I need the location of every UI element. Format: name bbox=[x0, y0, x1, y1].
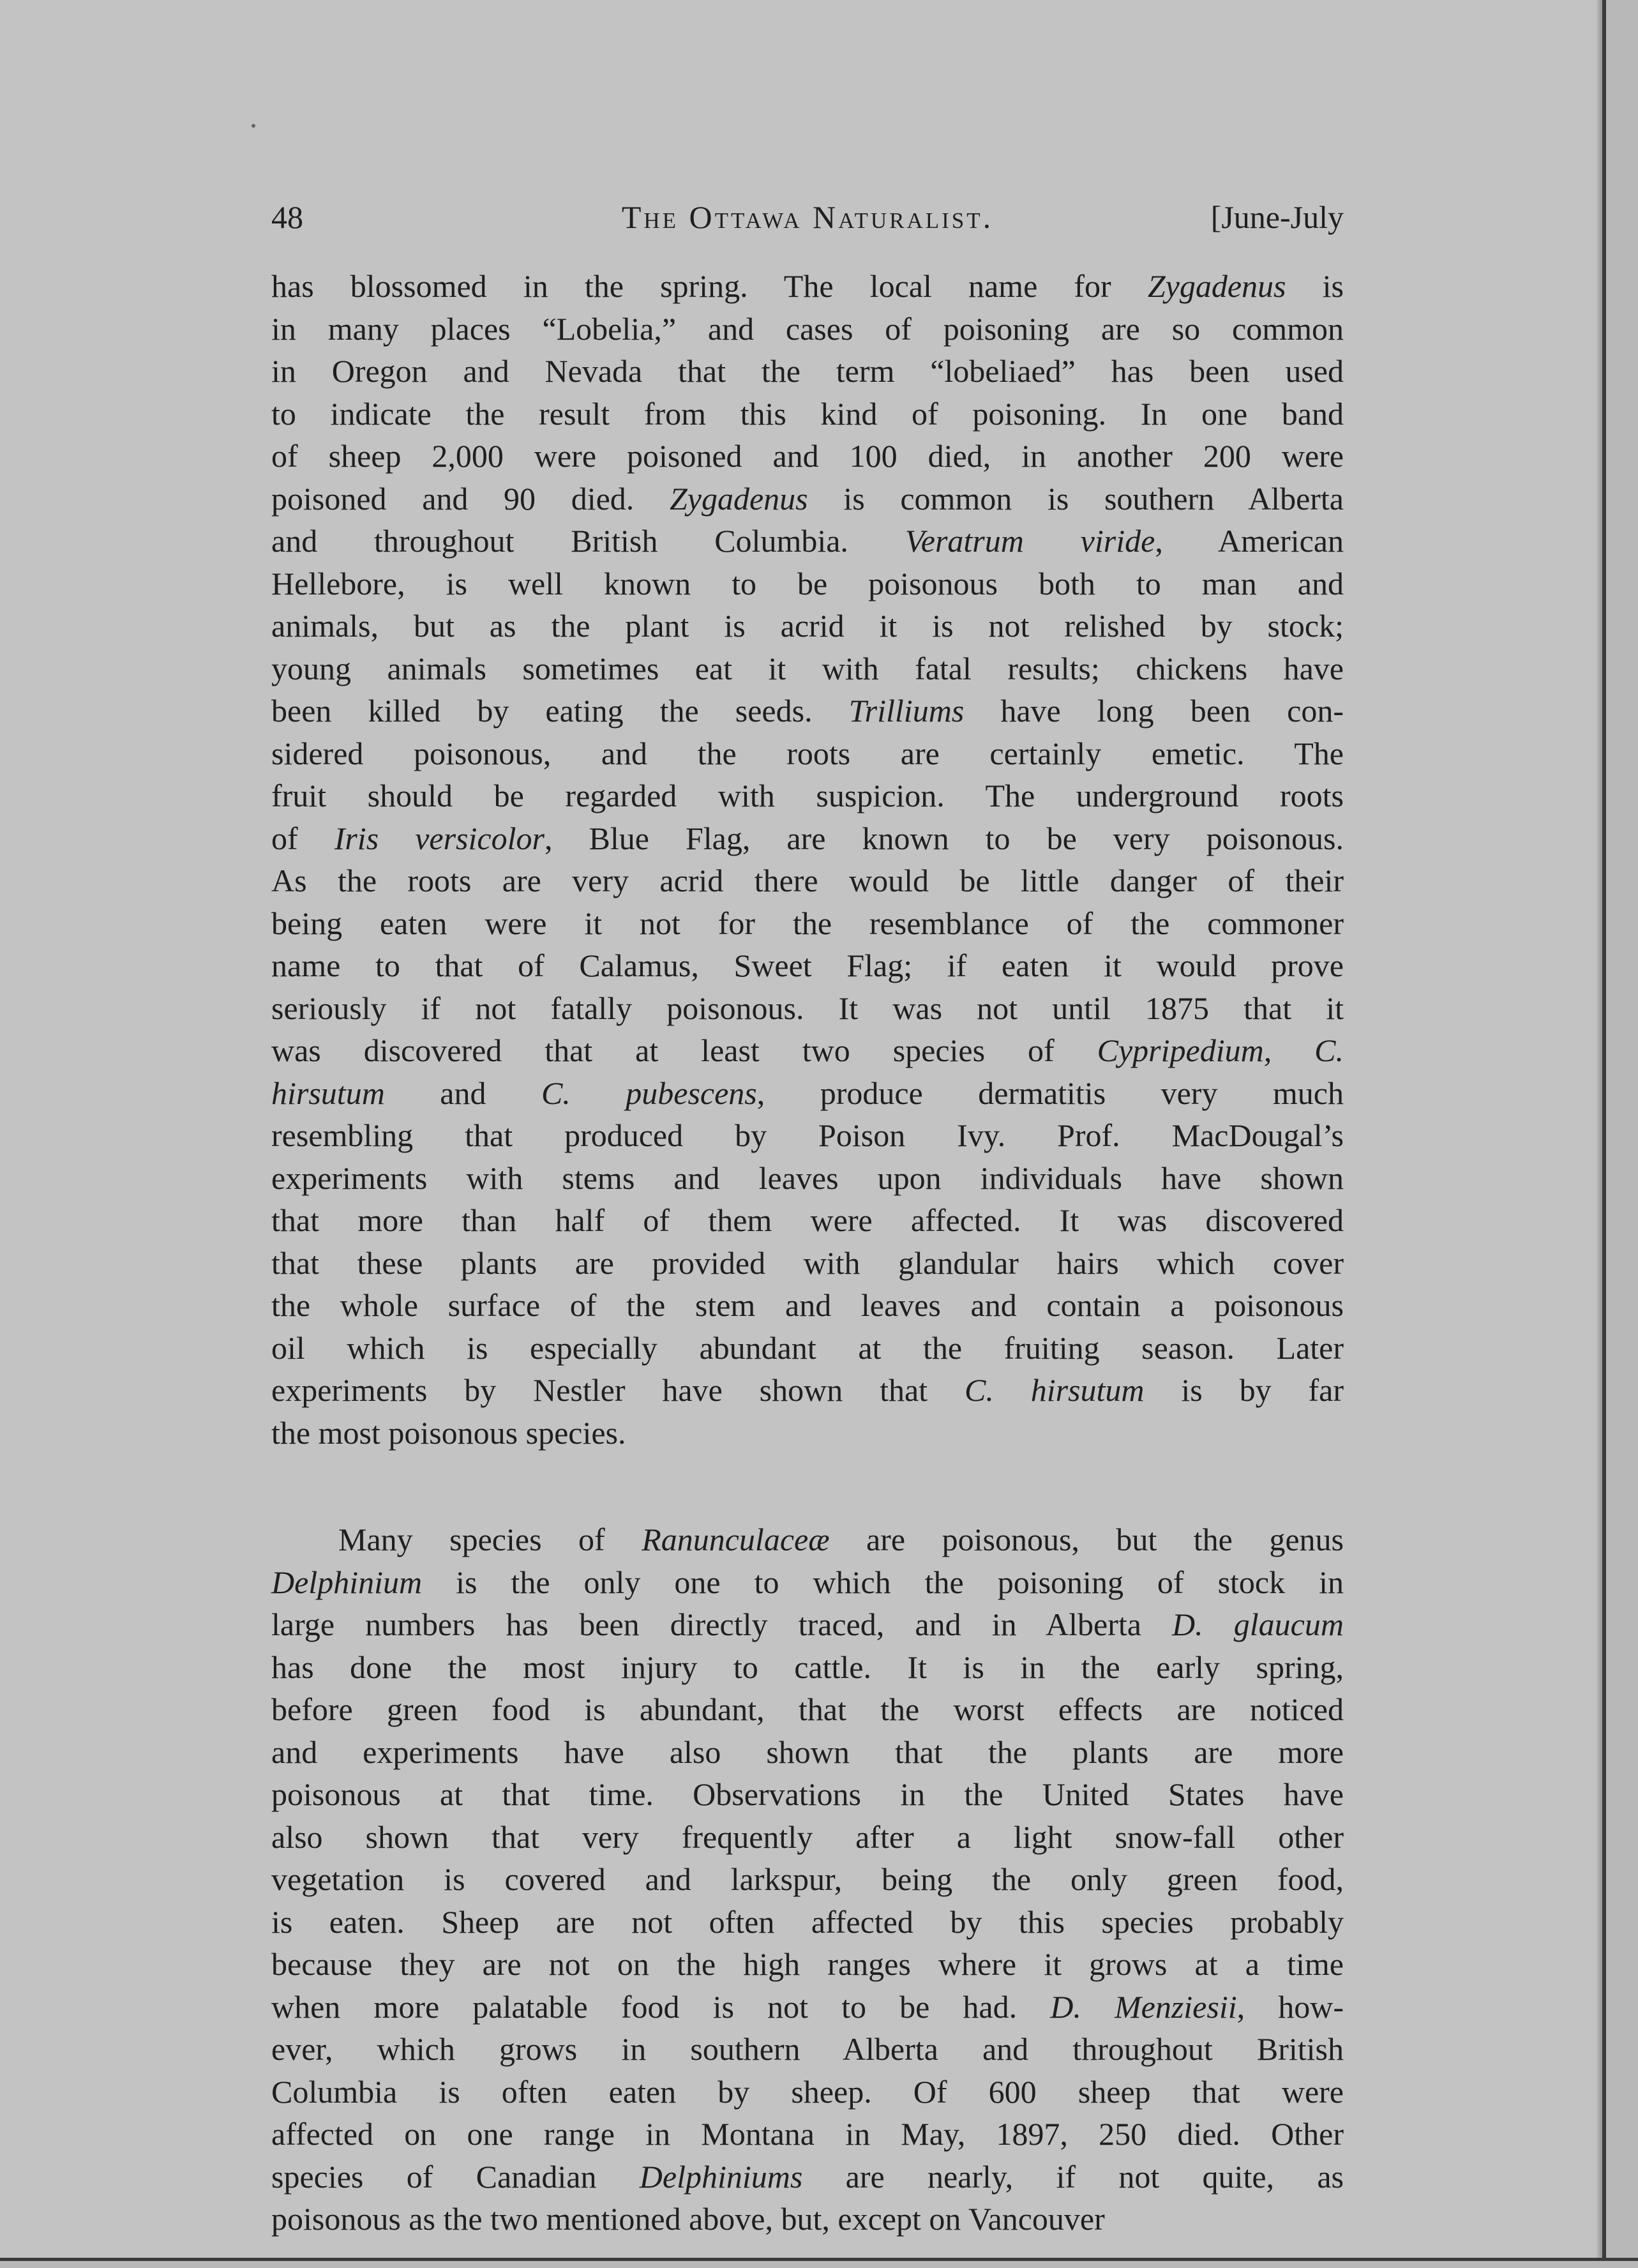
text-run: the most poisonous species. bbox=[271, 1414, 626, 1451]
text-line bbox=[271, 435, 1344, 478]
text-line bbox=[271, 1157, 1344, 1200]
italic-text: Delphinium bbox=[271, 1564, 423, 1600]
text-line bbox=[271, 1072, 1344, 1115]
italic-text: hirsutum bbox=[271, 1075, 385, 1111]
italic-text: Iris versicolor bbox=[334, 820, 545, 856]
italic-text: Zygadenus bbox=[1147, 268, 1286, 304]
text-line bbox=[271, 265, 1344, 308]
text-line bbox=[271, 1284, 1344, 1327]
italic-text: Veratrum viride bbox=[905, 523, 1155, 559]
text-run: being eaten were it not for the resemblance of the commoner bbox=[271, 905, 1344, 941]
text-run: affected on one range in Montana in May, 1897, 250 died. Other bbox=[271, 2116, 1344, 2152]
text-line bbox=[271, 1986, 1344, 2029]
text-line bbox=[271, 944, 1344, 987]
text-run: young animals sometimes eat it with fatal results; chickens have bbox=[271, 650, 1344, 686]
text-line bbox=[271, 1646, 1344, 1689]
text-run: is eaten. Sheep are not often affected by this species probably bbox=[271, 1903, 1344, 1940]
text-line bbox=[271, 732, 1344, 775]
text-run: fruit should be regarded with suspicion. The underground roots bbox=[271, 778, 1344, 813]
text-run: large numbers has been directly traced, and in Alberta bbox=[271, 1606, 1173, 1642]
text-run: that more than half of them were affected. It was discovered bbox=[271, 1202, 1344, 1238]
text-line bbox=[271, 1603, 1344, 1646]
text-line bbox=[271, 2198, 1344, 2241]
text-run: experiments with stems and leaves upon individuals have shown bbox=[271, 1160, 1344, 1196]
text-line bbox=[271, 902, 1344, 945]
text-run: been killed by eating the seeds. bbox=[271, 693, 849, 729]
text-line bbox=[271, 1327, 1344, 1370]
text-run: are poisonous, but the genus bbox=[829, 1522, 1344, 1557]
text-line bbox=[271, 1242, 1344, 1285]
scan-margin-right bbox=[1606, 0, 1638, 2268]
text-run: vegetation is covered and larkspur, being the only green food, bbox=[271, 1861, 1344, 1897]
text-run: poisonous at that time. Observations in the United States have bbox=[271, 1776, 1344, 1812]
text-run: name to that of Calamus, Sweet Flag; if eaten it would prove bbox=[271, 948, 1344, 983]
text-run: was discovered that at least two species of bbox=[271, 1032, 1097, 1068]
text-line bbox=[271, 1816, 1344, 1859]
text-line bbox=[271, 775, 1344, 817]
page-edge-shadow bbox=[1596, 0, 1602, 2268]
text-line bbox=[271, 393, 1344, 435]
text-run: in Oregon and Nevada that the term “lobeliaed” has been used bbox=[271, 353, 1344, 389]
text-run: has done the most injury to cattle. It is in the early spring, bbox=[271, 1649, 1344, 1685]
text-run: experiments by Nestler have shown that bbox=[271, 1372, 965, 1408]
paragraph bbox=[271, 265, 1344, 1454]
text-line bbox=[271, 478, 1344, 520]
text-run: resembling that produced by Poison Ivy. Prof. MacDougal’s bbox=[271, 1117, 1344, 1153]
text-run: have long been con- bbox=[964, 693, 1344, 729]
text-run: , American bbox=[1155, 523, 1344, 559]
text-run: , Blue Flag, are known to be very poisonous. bbox=[544, 820, 1344, 856]
text-run: As the roots are very acrid there would be little danger of their bbox=[271, 863, 1344, 898]
text-line bbox=[271, 1773, 1344, 1816]
italic-text: Cypripedium, C. bbox=[1097, 1032, 1344, 1068]
text-line bbox=[271, 647, 1344, 690]
text-line bbox=[271, 690, 1344, 732]
text-run: is bbox=[1286, 268, 1344, 304]
text-line bbox=[271, 1029, 1344, 1072]
text-run: in many places “Lobelia,” and cases of poisoning are so common bbox=[271, 310, 1344, 347]
text-line bbox=[271, 2156, 1344, 2198]
text-run: , produce dermatitis very much bbox=[756, 1075, 1344, 1111]
text-run: are nearly, if not quite, as bbox=[802, 2158, 1344, 2195]
text-run: poisoned and 90 died. bbox=[271, 480, 670, 517]
text-line bbox=[271, 1731, 1344, 1774]
text-line bbox=[271, 1561, 1344, 1604]
italic-text: Trilliums bbox=[848, 693, 965, 729]
text-line bbox=[271, 1199, 1344, 1242]
text-run: ever, which grows in southern Alberta and throughout British bbox=[271, 2031, 1344, 2067]
text-line bbox=[271, 605, 1344, 647]
text-line bbox=[271, 859, 1344, 902]
italic-text: Delphiniums bbox=[639, 2158, 803, 2195]
text-run: the whole surface of the stem and leaves and contain a poisonous bbox=[271, 1287, 1344, 1323]
text-run: , how- bbox=[1236, 1988, 1344, 2025]
italic-text: C. pubescens bbox=[541, 1075, 757, 1111]
scan-margin-bottom bbox=[0, 2261, 1638, 2268]
text-line bbox=[271, 308, 1344, 351]
text-run: also shown that very frequently after a light snow-fall other bbox=[271, 1818, 1344, 1855]
text-run: because they are not on the high ranges where it grows at a time bbox=[271, 1946, 1344, 1982]
issue-date: [June-July bbox=[1210, 199, 1344, 235]
text-line bbox=[271, 350, 1344, 393]
text-run: Hellebore, is well known to be poisonous both to man and bbox=[271, 565, 1344, 601]
text-line bbox=[271, 1518, 1344, 1561]
italic-text: D. Menziesii bbox=[1050, 1988, 1237, 2025]
italic-text: Ranunculaceæ bbox=[642, 1522, 830, 1557]
text-run: when more palatable food is not to be had. bbox=[271, 1988, 1051, 2025]
text-line bbox=[271, 520, 1344, 563]
text-run: before green food is abundant, that the worst effects are noticed bbox=[271, 1691, 1344, 1727]
text-run: that these plants are provided with glandular hairs which cover bbox=[271, 1244, 1344, 1281]
page-number: 48 bbox=[271, 199, 303, 235]
text-line bbox=[271, 1114, 1344, 1157]
text-run: Columbia is often eaten by sheep. Of 600 sheep that were bbox=[271, 2073, 1344, 2110]
scan-speck bbox=[252, 124, 255, 128]
text-line bbox=[271, 1858, 1344, 1901]
text-line bbox=[271, 2028, 1344, 2071]
text-line bbox=[271, 817, 1344, 860]
text-run: oil which is especially abundant at the fruiting season. Later bbox=[271, 1329, 1344, 1366]
text-run: is common is southern Alberta bbox=[808, 480, 1344, 517]
text-run: of sheep 2,000 were poisoned and 100 died, in another 200 were bbox=[271, 438, 1344, 474]
text-run: is by far bbox=[1144, 1372, 1344, 1408]
italic-text: D. glaucum bbox=[1172, 1606, 1344, 1642]
running-header bbox=[271, 192, 1344, 243]
text-run: to indicate the result from this kind of poisoning. In one band bbox=[271, 395, 1344, 432]
running-title: The Ottawa Naturalist. bbox=[621, 199, 994, 235]
text-run: and bbox=[384, 1075, 541, 1111]
text-run: is the only one to which the poisoning of stock in bbox=[422, 1564, 1344, 1600]
text-run: seriously if not fatally poisonous. It was not until 1875 that it bbox=[271, 990, 1344, 1026]
text-run: species of Canadian bbox=[271, 2158, 640, 2195]
text-line bbox=[271, 987, 1344, 1030]
text-run: and throughout British Columbia. bbox=[271, 523, 905, 559]
paragraph bbox=[271, 1518, 1344, 2241]
text-line bbox=[271, 563, 1344, 605]
text-run: poisonous as the two mentioned above, but, except on Vancouver bbox=[271, 2201, 1105, 2237]
text-run: sidered poisonous, and the roots are certainly emetic. The bbox=[271, 735, 1344, 771]
italic-text: C. hirsutum bbox=[964, 1372, 1145, 1408]
text-line bbox=[271, 1369, 1344, 1412]
paragraph-gap bbox=[271, 1454, 1344, 1518]
text-line bbox=[271, 2071, 1344, 2113]
text-line bbox=[271, 2113, 1344, 2156]
text-run: and experiments have also shown that the plants are more bbox=[271, 1734, 1344, 1770]
article-body bbox=[271, 265, 1344, 2241]
text-line bbox=[271, 1688, 1344, 1731]
text-line bbox=[271, 1412, 1344, 1455]
text-line bbox=[271, 1943, 1344, 1986]
text-run: animals, but as the plant is acrid it is not relished by stock; bbox=[271, 608, 1344, 644]
text-run: has blossomed in the spring. The local name for bbox=[271, 268, 1148, 304]
text-line bbox=[271, 1901, 1344, 1944]
text-run: of bbox=[271, 820, 334, 856]
text-run: Many species of bbox=[338, 1522, 642, 1557]
italic-text: Zygadenus bbox=[669, 480, 808, 517]
